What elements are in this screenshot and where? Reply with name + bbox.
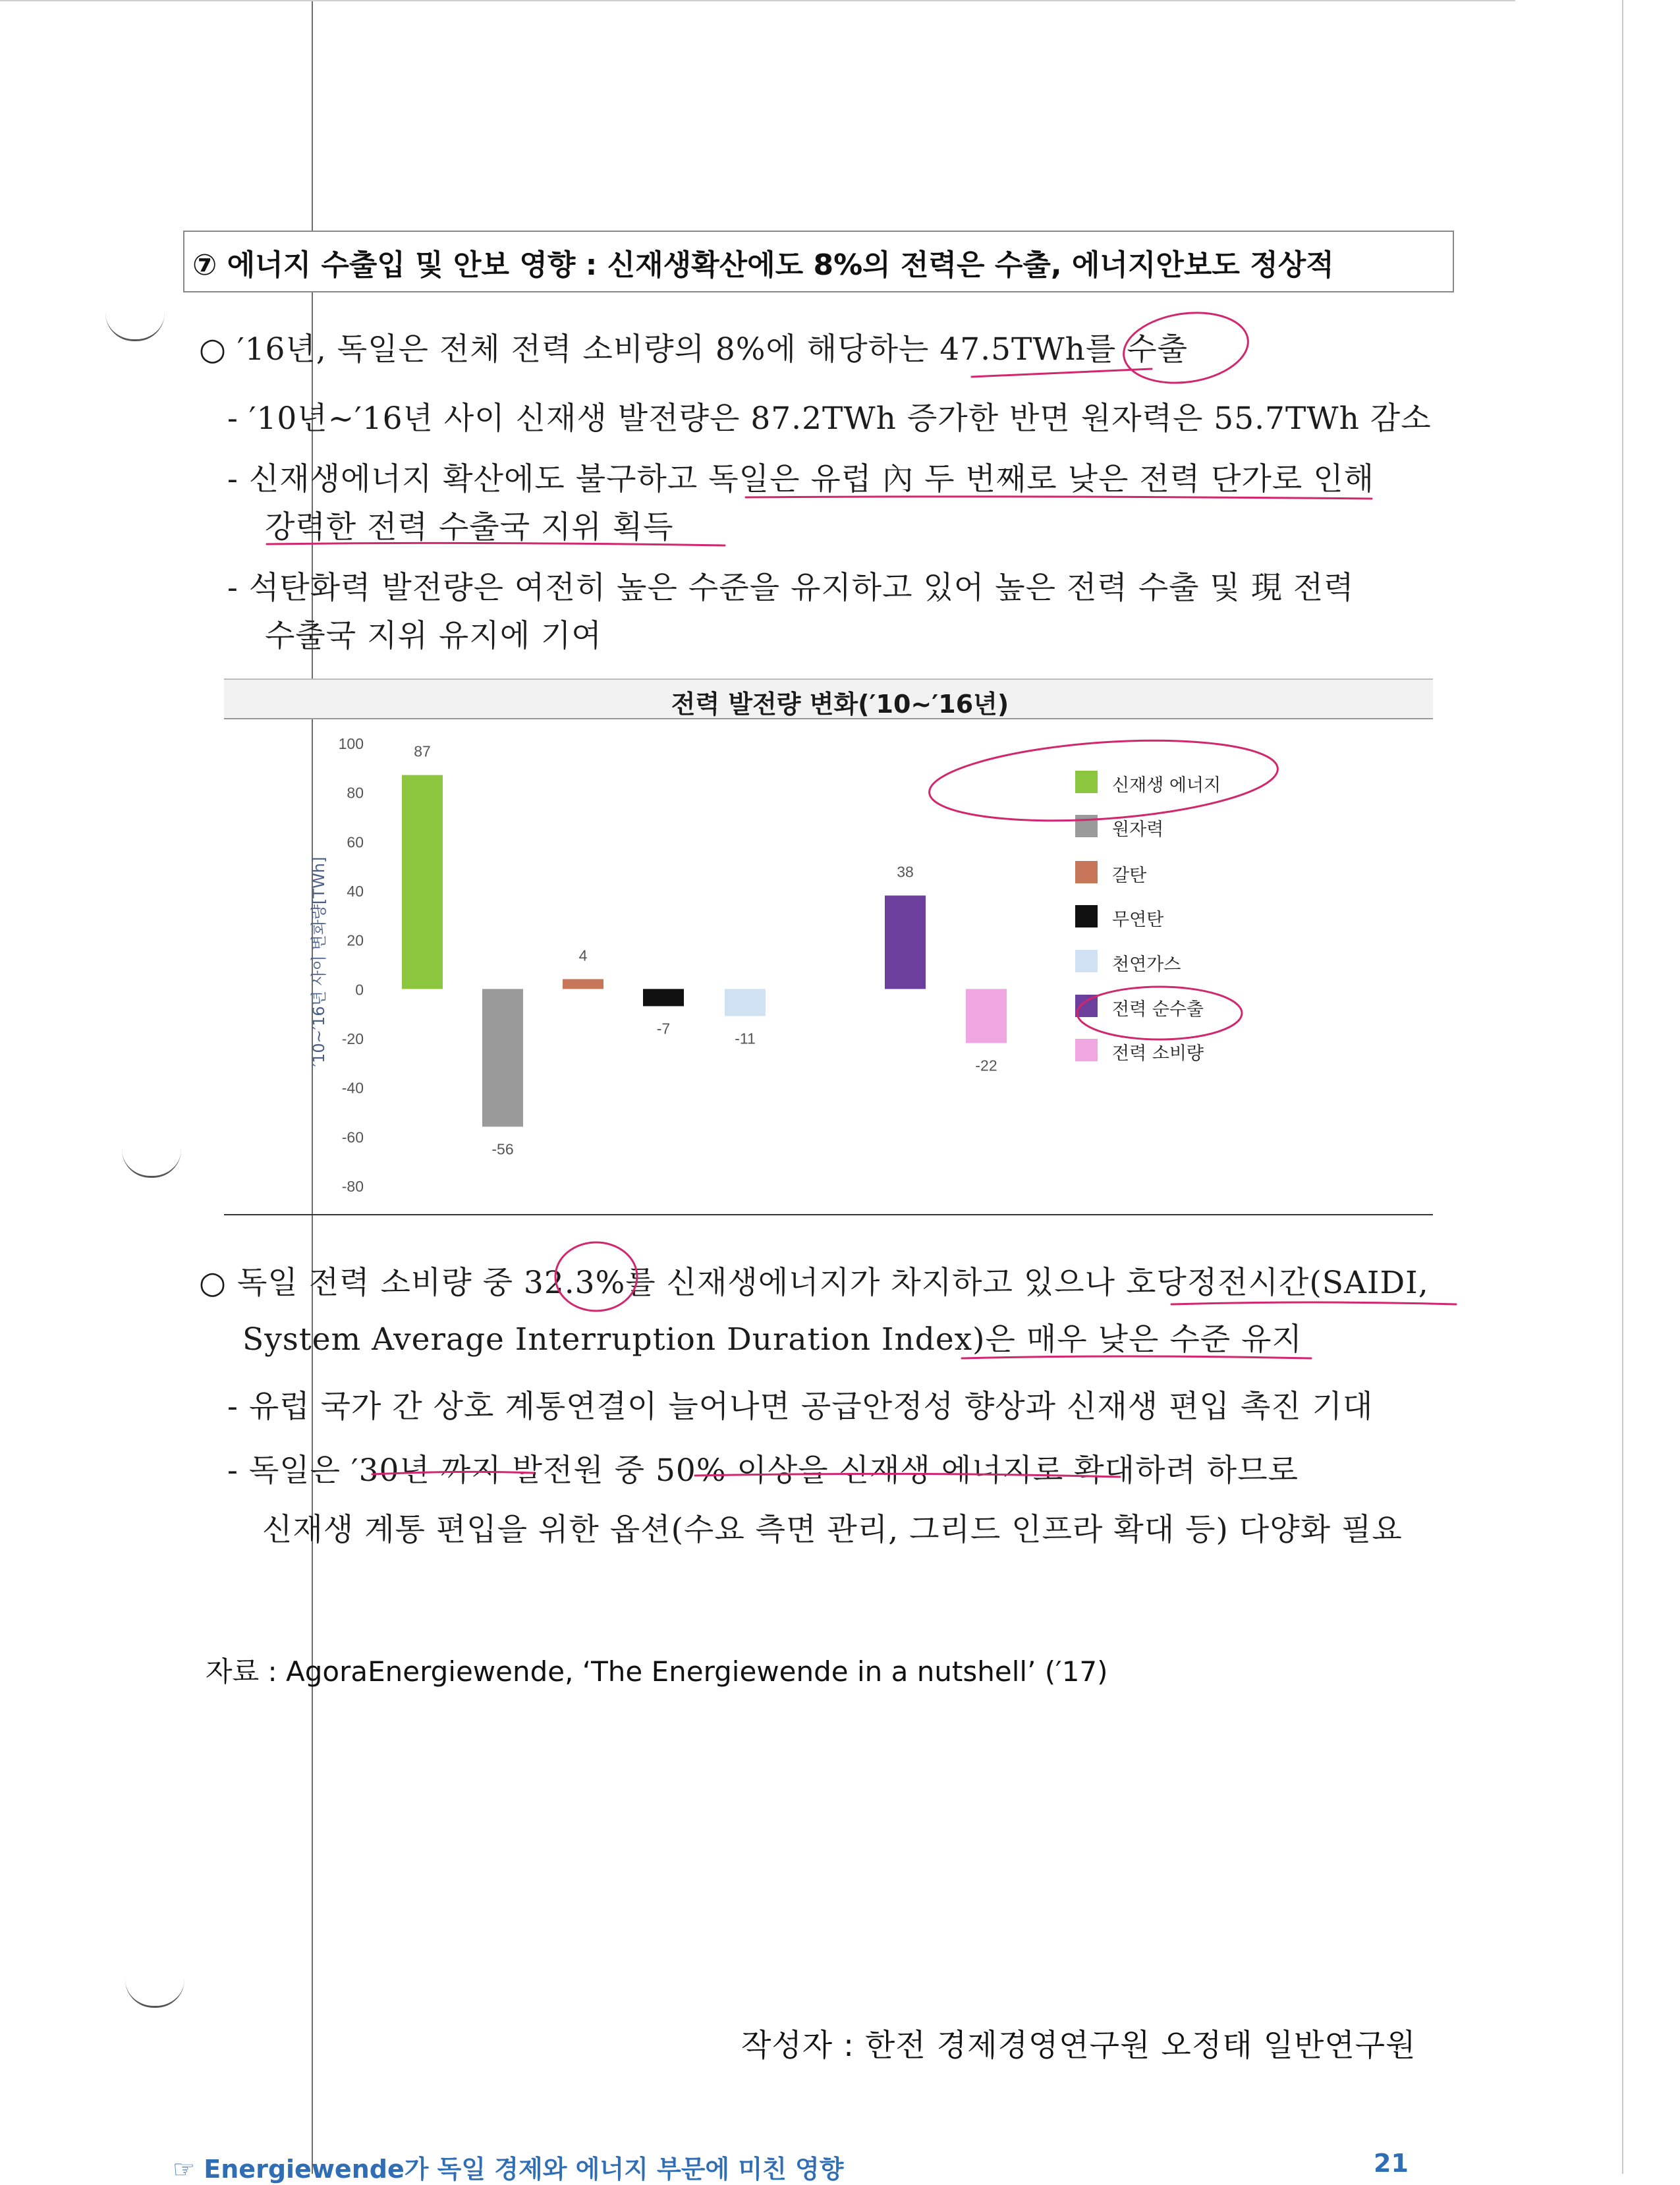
bullet-sub-continued: 수출국 지위 유지에 기여 [265, 618, 602, 654]
bar [725, 989, 766, 1016]
legend-label: 원자력 [1112, 819, 1164, 840]
bar [885, 895, 926, 989]
legend-swatch [1075, 771, 1098, 793]
page-number: 21 [1374, 2149, 1409, 2178]
legend-swatch [1075, 950, 1098, 972]
bar [482, 989, 523, 1126]
legend-label: 전력 소비량 [1112, 1043, 1204, 1064]
y-axis-label: ′10~′16년 사이 변화량[TWh] [310, 856, 328, 1067]
bar-value-label: -22 [975, 1057, 997, 1074]
bar-value-label: -7 [656, 1020, 671, 1037]
legend-label: 무연탄 [1112, 910, 1164, 930]
bar-value-label: -56 [491, 1140, 514, 1158]
author-line: 작성자 : 한전 경제경영연구원 오정태 일반연구원 [741, 2028, 1416, 2064]
legend-label: 갈탄 [1112, 866, 1147, 886]
bar [966, 989, 1007, 1043]
y-tick-label: -40 [341, 1079, 364, 1097]
y-tick-label: -20 [341, 1030, 364, 1047]
y-tick-label: 20 [347, 931, 364, 949]
bullet-sub-continued: 신재생 계통 편입을 위한 옵션(수요 측면 관리, 그리드 인프라 확대 등) 다양화 필요 [262, 1512, 1403, 1548]
bar-value-label: 87 [414, 742, 431, 760]
bar [402, 775, 443, 989]
y-tick-label: -80 [341, 1178, 364, 1195]
bullet-sub-continued: 강력한 전력 수출국 지위 획득 [265, 509, 674, 545]
bar-value-label: 4 [578, 947, 588, 964]
chart-title: 전력 발전량 변화(′10~′16년) [671, 690, 1009, 719]
legend-label: 전력 순수출 [1112, 999, 1204, 1020]
footer-title: ☞ Energiewende가 독일 경제와 에너지 부문에 미친 영향 [173, 2155, 844, 2184]
legend-label: 천연가스 [1112, 954, 1181, 975]
legend-swatch [1075, 861, 1098, 883]
bar [563, 979, 603, 989]
bar-value-label: -11 [735, 1030, 756, 1047]
legend-swatch [1075, 1039, 1098, 1061]
y-tick-label: -60 [341, 1128, 364, 1146]
y-tick-label: 0 [355, 981, 364, 999]
section-heading: ⑦ 에너지 수출입 및 안보 영향 : 신재생확산에도 8%의 전력은 수출, 에너지안보도 정상적 [192, 248, 1334, 282]
legend-swatch [1075, 905, 1098, 927]
bullet-main-continued: System Average Interruption Duration Index)은 매우 낮은 수준 유지 [242, 1321, 1302, 1358]
legend-label: 신재생 에너지 [1112, 775, 1221, 796]
y-tick-label: 60 [347, 833, 364, 851]
bullet-sub: - ′10년~′16년 사이 신재생 발전량은 87.2TWh 증가한 반면 원자력은 55.7TWh 감소 [227, 401, 1432, 437]
y-tick-label: 100 [338, 735, 364, 752]
bullet-sub: - 독일은 ′30년 까지 발전원 중 50% 이상을 신재생 에너지로 확대하려 하므로 [227, 1452, 1299, 1489]
legend-swatch [1075, 815, 1098, 837]
y-tick-label: 40 [347, 883, 364, 900]
source-citation: 자료 : AgoraEnergiewende, ‘The Energiewende in a nutshell’ (′17) [206, 1655, 1108, 1688]
bullet-sub: - 석탄화력 발전량은 여전히 높은 수준을 유지하고 있어 높은 전력 수출 및 現 전력 [227, 570, 1355, 606]
bullet-sub: - 유럽 국가 간 상호 계통연결이 늘어나면 공급안정성 향상과 신재생 편입 촉진 기대 [227, 1389, 1374, 1425]
bullet-sub: - 신재생에너지 확산에도 불구하고 독일은 유럽 內 두 번째로 낮은 전력 단가로 인해 [227, 461, 1375, 497]
y-tick-label: 80 [347, 784, 364, 802]
bullet-main: ○ ′16년, 독일은 전체 전력 소비량의 8%에 해당하는 47.5TWh를 수출 [199, 331, 1189, 368]
chart-bottom-rule [224, 1214, 1433, 1215]
bar-value-label: 38 [897, 863, 914, 881]
bar [643, 989, 684, 1006]
legend-swatch [1075, 995, 1098, 1017]
bullet-main: ○ 독일 전력 소비량 중 32.3%를 신재생에너지가 차지하고 있으나 호당정전시간(SAIDI, [199, 1265, 1429, 1301]
